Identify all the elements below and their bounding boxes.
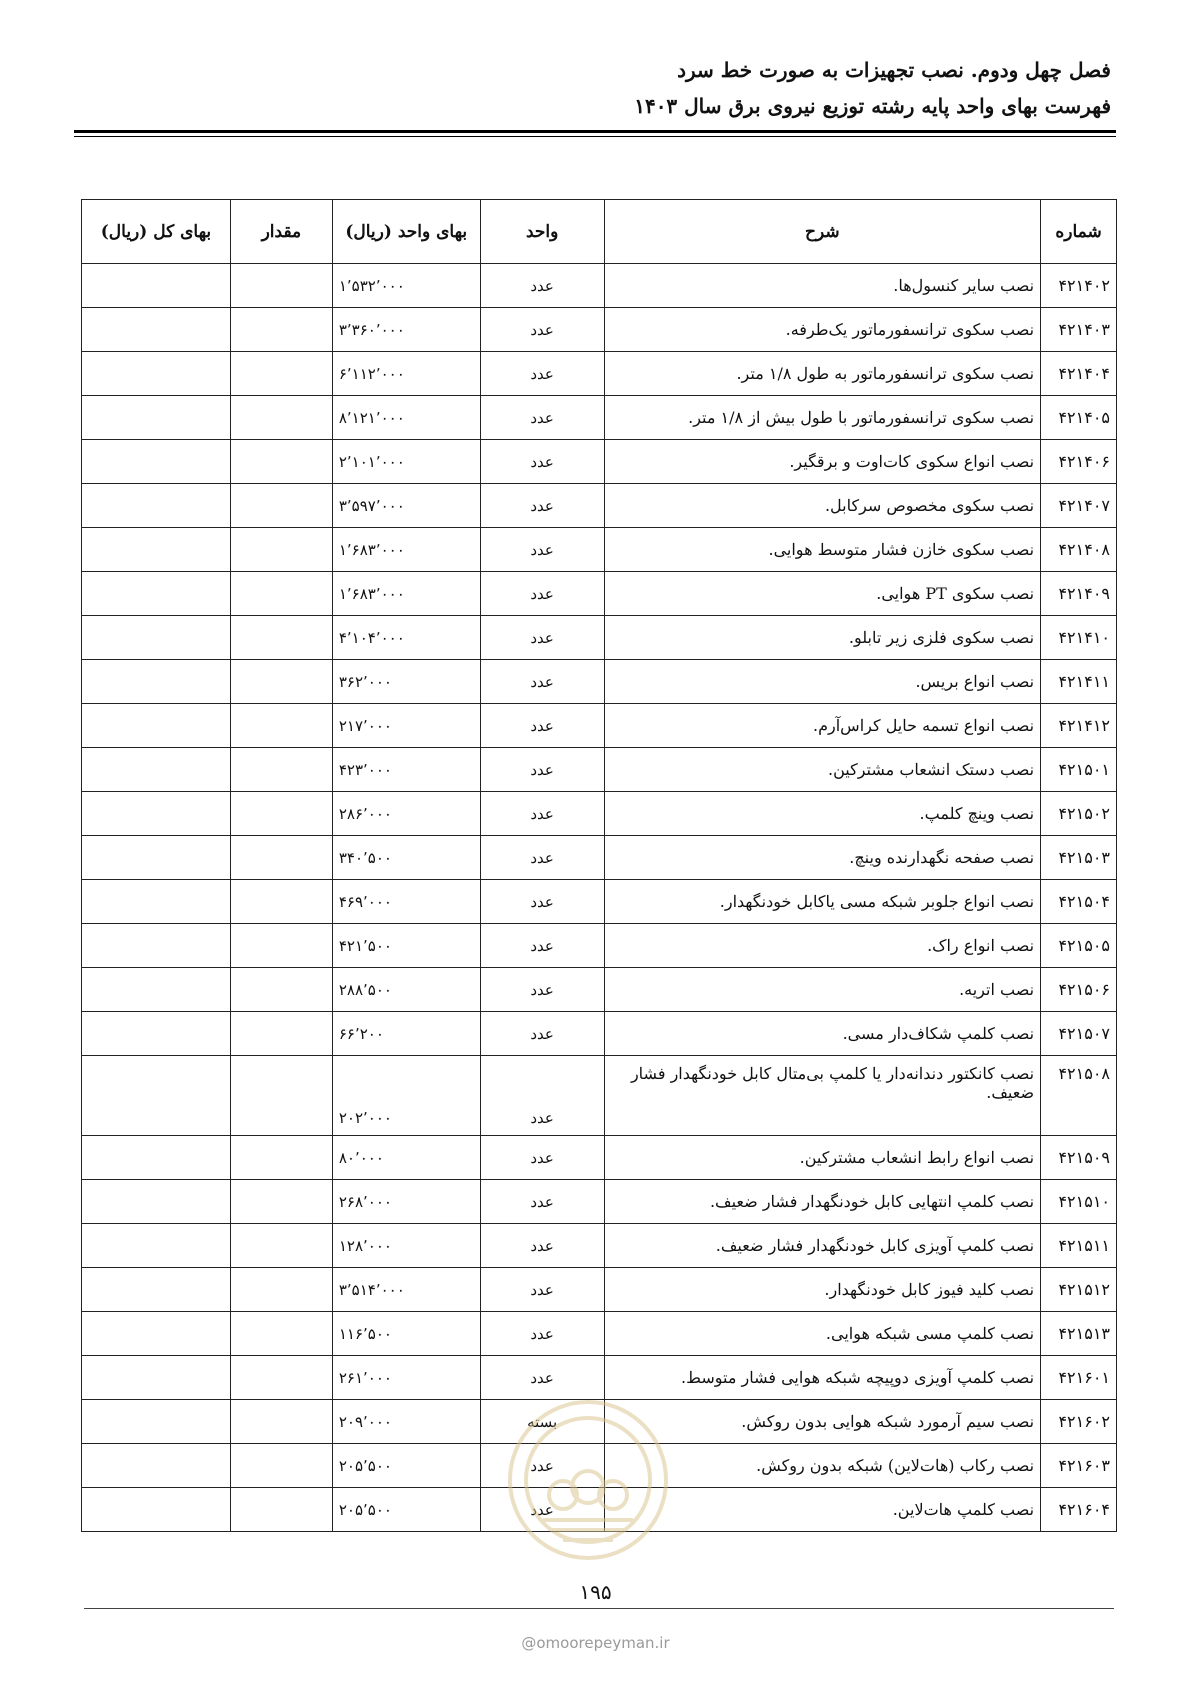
header-rule-thin <box>74 136 1116 137</box>
item-code: ۴۲۱۵۰۴ <box>1041 880 1117 924</box>
item-description: نصب سکوی خازن فشار متوسط هوایی. <box>604 528 1040 572</box>
item-total-price <box>82 792 231 836</box>
item-code: ۴۲۱۴۱۱ <box>1041 660 1117 704</box>
item-code: ۴۲۱۴۱۲ <box>1041 704 1117 748</box>
table-row <box>82 1136 1117 1180</box>
item-unit: عدد <box>480 1356 604 1400</box>
item-unit-price: ۲۸۸٬۵۰۰ <box>332 968 480 1012</box>
column-header-description: شرح <box>604 200 1040 264</box>
item-quantity <box>230 484 332 528</box>
table-row <box>82 484 1117 528</box>
page-header <box>71 52 1111 124</box>
item-code: ۴۲۱۵۰۸ <box>1041 1056 1117 1136</box>
item-quantity <box>230 880 332 924</box>
item-unit-price: ۲۰۵٬۵۰۰ <box>332 1488 480 1532</box>
item-unit-price: ۴۶۹٬۰۰۰ <box>332 880 480 924</box>
item-code: ۴۲۱۵۰۶ <box>1041 968 1117 1012</box>
item-code: ۴۲۱۴۰۲ <box>1041 264 1117 308</box>
footer-rule <box>84 1608 1114 1609</box>
item-description: نصب سکوی ترانسفورماتور به طول ۱/۸ متر. <box>604 352 1040 396</box>
price-table <box>81 199 1117 1532</box>
item-code: ۴۲۱۴۰۹ <box>1041 572 1117 616</box>
item-quantity <box>230 352 332 396</box>
item-unit-price: ۳٬۳۶۰٬۰۰۰ <box>332 308 480 352</box>
item-total-price <box>82 1224 231 1268</box>
table-row <box>82 1268 1117 1312</box>
item-description: نصب سکوی فلزی زیر تابلو. <box>604 616 1040 660</box>
item-unit: عدد <box>480 572 604 616</box>
item-description: نصب رکاب (هات‌لاین) شبکه بدون روکش. <box>604 1444 1040 1488</box>
table-row <box>82 528 1117 572</box>
item-unit: عدد <box>480 836 604 880</box>
item-unit: عدد <box>480 484 604 528</box>
item-unit: عدد <box>480 1012 604 1056</box>
item-unit-price: ۳۴۰٬۵۰۰ <box>332 836 480 880</box>
item-quantity <box>230 1356 332 1400</box>
table-header-row <box>82 200 1117 264</box>
item-quantity <box>230 836 332 880</box>
item-code: ۴۲۱۵۰۱ <box>1041 748 1117 792</box>
item-total-price <box>82 1268 231 1312</box>
item-description: نصب انواع سکوی کات‌اوت و برقگیر. <box>604 440 1040 484</box>
item-unit-price: ۶٬۱۱۲٬۰۰۰ <box>332 352 480 396</box>
item-unit-price: ۲۰۹٬۰۰۰ <box>332 1400 480 1444</box>
item-code: ۴۲۱۴۰۵ <box>1041 396 1117 440</box>
item-total-price <box>82 396 231 440</box>
item-total-price <box>82 528 231 572</box>
item-unit: عدد <box>480 264 604 308</box>
item-code: ۴۲۱۶۰۴ <box>1041 1488 1117 1532</box>
table-row <box>82 660 1117 704</box>
item-total-price <box>82 572 231 616</box>
item-total-price <box>82 352 231 396</box>
item-code: ۴۲۱۶۰۲ <box>1041 1400 1117 1444</box>
item-total-price <box>82 1136 231 1180</box>
item-unit-price: ۱۲۸٬۰۰۰ <box>332 1224 480 1268</box>
item-code: ۴۲۱۶۰۳ <box>1041 1444 1117 1488</box>
item-unit-price: ۲۶۸٬۰۰۰ <box>332 1180 480 1224</box>
item-unit: عدد <box>480 660 604 704</box>
item-total-price <box>82 1180 231 1224</box>
table-row <box>82 616 1117 660</box>
item-code: ۴۲۱۴۰۷ <box>1041 484 1117 528</box>
item-description: نصب کلمپ آویزی دوپیچه شبکه هوایی فشار متوسط. <box>604 1356 1040 1400</box>
item-unit-price: ۸۰٬۰۰۰ <box>332 1136 480 1180</box>
item-quantity <box>230 1444 332 1488</box>
item-description: نصب انواع راک. <box>604 924 1040 968</box>
item-unit-price: ۸٬۱۲۱٬۰۰۰ <box>332 396 480 440</box>
table-row <box>82 352 1117 396</box>
table-row <box>82 704 1117 748</box>
item-unit: عدد <box>480 1488 604 1532</box>
item-quantity <box>230 924 332 968</box>
item-total-price <box>82 1056 231 1136</box>
item-unit: عدد <box>480 1136 604 1180</box>
item-quantity <box>230 1136 332 1180</box>
item-unit-price: ۴۲۳٬۰۰۰ <box>332 748 480 792</box>
table-row <box>82 308 1117 352</box>
item-unit-price: ۱٬۵۳۲٬۰۰۰ <box>332 264 480 308</box>
item-quantity <box>230 1224 332 1268</box>
column-header-total-price: بهای کل (ریال) <box>82 200 231 264</box>
item-total-price <box>82 924 231 968</box>
table-row <box>82 1400 1117 1444</box>
item-quantity <box>230 660 332 704</box>
item-description: نصب سیم آرمورد شبکه هوایی بدون روکش. <box>604 1400 1040 1444</box>
item-description: نصب کانکتور دندانه‌دار یا کلمپ بی‌متال کابل خودنگهدار فشار ضعیف. <box>604 1056 1040 1136</box>
item-unit: عدد <box>480 308 604 352</box>
item-unit-price: ۱۱۶٬۵۰۰ <box>332 1312 480 1356</box>
item-description: نصب سکوی ترانسفورماتور با طول بیش از ۱/۸ متر. <box>604 396 1040 440</box>
item-unit-price: ۲۱۷٬۰۰۰ <box>332 704 480 748</box>
item-total-price <box>82 1356 231 1400</box>
item-code: ۴۲۱۴۰۶ <box>1041 440 1117 484</box>
item-description: نصب انواع تسمه حایل کراس‌آرم. <box>604 704 1040 748</box>
item-code: ۴۲۱۵۰۵ <box>1041 924 1117 968</box>
item-unit: عدد <box>480 792 604 836</box>
item-unit: بسته <box>480 1400 604 1444</box>
item-code: ۴۲۱۵۰۲ <box>1041 792 1117 836</box>
item-code: ۴۲۱۴۰۴ <box>1041 352 1117 396</box>
item-unit: عدد <box>480 1180 604 1224</box>
item-total-price <box>82 616 231 660</box>
item-description: نصب سکوی مخصوص سرکابل. <box>604 484 1040 528</box>
item-description: نصب اتریه. <box>604 968 1040 1012</box>
item-quantity <box>230 396 332 440</box>
item-unit-price: ۲۰۵٬۵۰۰ <box>332 1444 480 1488</box>
item-unit: عدد <box>480 924 604 968</box>
item-quantity <box>230 440 332 484</box>
column-header-code: شماره <box>1041 200 1117 264</box>
table-row <box>82 880 1117 924</box>
item-total-price <box>82 1312 231 1356</box>
table-row <box>82 1180 1117 1224</box>
item-quantity <box>230 704 332 748</box>
item-total-price <box>82 308 231 352</box>
chapter-title: فصل چهل ودوم. نصب تجهیزات به صورت خط سرد <box>677 58 1111 82</box>
item-description: نصب انواع رابط انشعاب مشترکین. <box>604 1136 1040 1180</box>
table-row <box>82 1488 1117 1532</box>
item-quantity <box>230 308 332 352</box>
item-code: ۴۲۱۵۱۱ <box>1041 1224 1117 1268</box>
item-quantity <box>230 1488 332 1532</box>
item-description: نصب انواع بریس. <box>604 660 1040 704</box>
item-quantity <box>230 748 332 792</box>
item-unit: عدد <box>480 352 604 396</box>
item-quantity <box>230 1012 332 1056</box>
item-description: نصب کلمپ آویزی کابل خودنگهدار فشار ضعیف. <box>604 1224 1040 1268</box>
item-total-price <box>82 880 231 924</box>
table-row <box>82 1012 1117 1056</box>
item-total-price <box>82 1012 231 1056</box>
item-unit-price: ۳۶۲٬۰۰۰ <box>332 660 480 704</box>
item-code: ۴۲۱۵۰۷ <box>1041 1012 1117 1056</box>
item-unit: عدد <box>480 704 604 748</box>
item-quantity <box>230 1180 332 1224</box>
item-total-price <box>82 484 231 528</box>
item-unit-price: ۱٬۶۸۳٬۰۰۰ <box>332 572 480 616</box>
item-total-price <box>82 1488 231 1532</box>
item-unit-price: ۳٬۵۱۴٬۰۰۰ <box>332 1268 480 1312</box>
page-number: ۱۹۵ <box>579 1580 612 1604</box>
item-unit: عدد <box>480 396 604 440</box>
item-unit: عدد <box>480 1444 604 1488</box>
item-code: ۴۲۱۶۰۱ <box>1041 1356 1117 1400</box>
item-unit-price: ۲٬۱۰۱٬۰۰۰ <box>332 440 480 484</box>
item-unit: عدد <box>480 440 604 484</box>
item-code: ۴۲۱۴۱۰ <box>1041 616 1117 660</box>
item-total-price <box>82 836 231 880</box>
item-unit: عدد <box>480 616 604 660</box>
item-code: ۴۲۱۴۰۳ <box>1041 308 1117 352</box>
item-description: نصب کلمپ هات‌لاین. <box>604 1488 1040 1532</box>
table-row <box>82 968 1117 1012</box>
table-row <box>82 440 1117 484</box>
item-quantity <box>230 264 332 308</box>
item-quantity <box>230 1400 332 1444</box>
item-description: نصب صفحه نگهدارنده وینچ. <box>604 836 1040 880</box>
watermark-url: @omoorepeyman.ir <box>521 1634 670 1652</box>
item-unit-price: ۴٬۱۰۴٬۰۰۰ <box>332 616 480 660</box>
item-total-price <box>82 704 231 748</box>
item-description: نصب سایر کنسول‌ها. <box>604 264 1040 308</box>
item-description: نصب سکوی ترانسفورماتور یک‌طرفه. <box>604 308 1040 352</box>
table-row <box>82 1224 1117 1268</box>
item-description: نصب کلمپ مسی شبکه هوایی. <box>604 1312 1040 1356</box>
item-total-price <box>82 968 231 1012</box>
item-description: نصب کلمپ شکاف‌دار مسی. <box>604 1012 1040 1056</box>
item-unit: عدد <box>480 1056 604 1136</box>
item-quantity <box>230 792 332 836</box>
header-rule-thick <box>74 130 1116 133</box>
item-total-price <box>82 748 231 792</box>
item-quantity <box>230 616 332 660</box>
item-unit-price: ۶۶٬۲۰۰ <box>332 1012 480 1056</box>
item-description: نصب انواع جلوبر شبکه مسی یاکابل خودنگهدار. <box>604 880 1040 924</box>
item-total-price <box>82 660 231 704</box>
item-description: نصب وینچ کلمپ. <box>604 792 1040 836</box>
item-description: نصب سکوی PT هوایی. <box>604 572 1040 616</box>
item-description: نصب کلید فیوز کابل خودنگهدار. <box>604 1268 1040 1312</box>
table-row <box>82 1356 1117 1400</box>
item-unit-price: ۳٬۵۹۷٬۰۰۰ <box>332 484 480 528</box>
item-quantity <box>230 1268 332 1312</box>
item-quantity <box>230 1312 332 1356</box>
item-unit: عدد <box>480 748 604 792</box>
column-header-quantity: مقدار <box>230 200 332 264</box>
table-row <box>82 1312 1117 1356</box>
column-header-unit: واحد <box>480 200 604 264</box>
item-total-price <box>82 1444 231 1488</box>
item-unit-price: ۲۸۶٬۰۰۰ <box>332 792 480 836</box>
item-unit-price: ۲۶۱٬۰۰۰ <box>332 1356 480 1400</box>
item-unit-price: ۴۲۱٬۵۰۰ <box>332 924 480 968</box>
item-description: نصب دستک انشعاب مشترکین. <box>604 748 1040 792</box>
item-unit: عدد <box>480 528 604 572</box>
item-quantity <box>230 528 332 572</box>
table-row <box>82 792 1117 836</box>
item-total-price <box>82 1400 231 1444</box>
table-row <box>82 748 1117 792</box>
item-quantity <box>230 1056 332 1136</box>
item-code: ۴۲۱۵۱۳ <box>1041 1312 1117 1356</box>
item-code: ۴۲۱۵۱۰ <box>1041 1180 1117 1224</box>
item-unit-price: ۱٬۶۸۳٬۰۰۰ <box>332 528 480 572</box>
item-code: ۴۲۱۵۰۳ <box>1041 836 1117 880</box>
price-list-title: فهرست بهای واحد پایه رشته توزیع نیروی برق سال ۱۴۰۳ <box>634 94 1111 118</box>
item-unit: عدد <box>480 1312 604 1356</box>
table-row <box>82 836 1117 880</box>
table-row <box>82 264 1117 308</box>
table-row <box>82 572 1117 616</box>
table-row <box>82 396 1117 440</box>
item-quantity <box>230 968 332 1012</box>
item-unit: عدد <box>480 968 604 1012</box>
table-body <box>82 264 1117 1532</box>
item-total-price <box>82 440 231 484</box>
item-unit-price: ۲۰۲٬۰۰۰ <box>332 1056 480 1136</box>
item-code: ۴۲۱۵۱۲ <box>1041 1268 1117 1312</box>
item-quantity <box>230 572 332 616</box>
item-total-price <box>82 264 231 308</box>
table-row <box>82 924 1117 968</box>
column-header-unit-price: بهای واحد (ریال) <box>332 200 480 264</box>
item-unit: عدد <box>480 1224 604 1268</box>
item-description: نصب کلمپ انتهایی کابل خودنگهدار فشار ضعیف. <box>604 1180 1040 1224</box>
table-row <box>82 1056 1117 1136</box>
table-row <box>82 1444 1117 1488</box>
item-unit: عدد <box>480 1268 604 1312</box>
item-unit: عدد <box>480 880 604 924</box>
item-code: ۴۲۱۵۰۹ <box>1041 1136 1117 1180</box>
item-code: ۴۲۱۴۰۸ <box>1041 528 1117 572</box>
